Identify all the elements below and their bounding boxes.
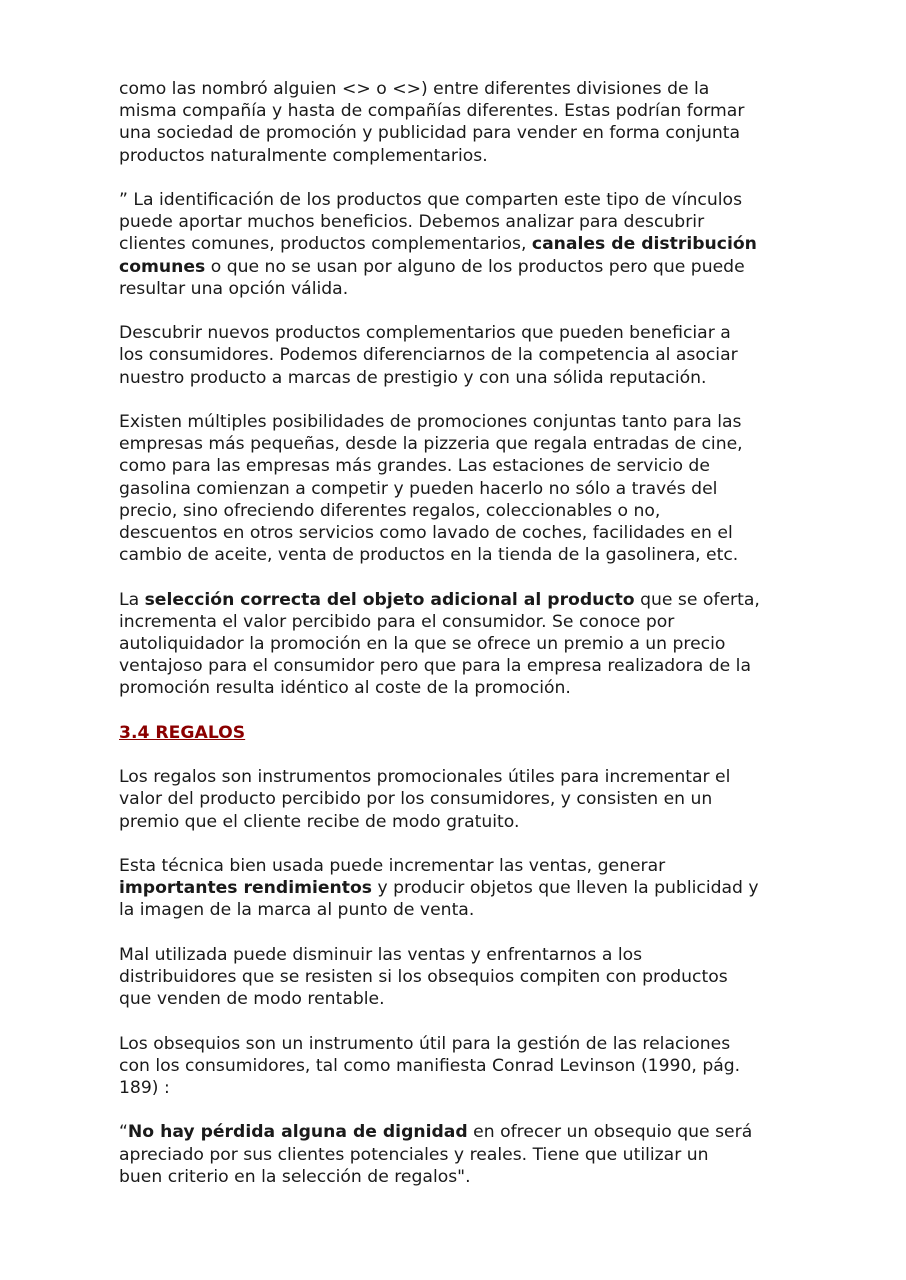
paragraph-levinson-intro <box>119 1033 809 1100</box>
paragraph-text: Mal utilizada puede disminuir las ventas y enfrentarnos a los distribuidores que se resisten si los obsequios compiten con productos que venden de modo rentable. <box>119 944 728 1010</box>
paragraph-joint-promotion-intro <box>119 78 809 167</box>
paragraph-text: “ <box>119 1122 128 1143</box>
paragraph-text: Existen múltiples posibilidades de promociones conjuntas tanto para las empresas más pequeñas, desde la pizzeria que regala entradas de cine, como para las empresas más grandes. Las estaciones de servicio de gasolina comienzan a competir y pueden hacerlo no sólo a través del precio, sino ofreciendo diferentes regalos, coleccionables o no, descuentos en otros servicios como lavado de coches, facilidades en el cambio de aceite, venta de productos en la tienda de la gasolinera, etc. <box>119 412 743 566</box>
paragraph-object-selection <box>119 589 809 700</box>
paragraph-gifts-misuse <box>119 944 809 1011</box>
paragraph-text: o que no se usan por alguno de los productos pero que puede resultar una opción válida. <box>119 256 745 299</box>
paragraph-gifts-definition <box>119 766 809 833</box>
paragraph-text: ” La identificación de los productos que comparten este tipo de vínculos puede aportar muchos beneficios. Debemos analizar para descubrir clientes comunes, productos complementarios, <box>119 190 743 255</box>
bold-phrase: selección correcta del objeto adicional al producto <box>144 589 635 610</box>
bold-phrase: No hay pérdida alguna de dignidad <box>127 1122 468 1143</box>
paragraph-text: La <box>119 589 145 610</box>
paragraph-text: Descubrir nuevos productos complementarios que pueden beneficiar a los consumidores. Podemos diferenciarnos de la competencia al asociar nuestro producto a marcas de prestigio y con una sólida reputación. <box>119 323 738 388</box>
bold-phrase: importantes rendimientos <box>119 878 373 899</box>
document-page <box>119 78 809 1210</box>
paragraph-text: Los obsequios son un instrumento útil para la gestión de las relaciones con los consumidores, tal como manifiesta Conrad Levinson (1990, pág. 189) : <box>119 1033 741 1098</box>
paragraph-gifts-benefits <box>119 855 809 922</box>
bold-phrase: canales de distribución comunes <box>119 234 757 277</box>
paragraph-text: que se oferta, incrementa el valor percibido para el consumidor. Se conoce por autoliquidador la promoción en la que se ofrece un premio a un precio ventajoso para el consumidor pero que para la empresa realizadora de la promoción resulta idéntico al coste de la promoción. <box>119 589 760 699</box>
paragraph-text: y producir objetos que lleven la publicidad y la imagen de la marca al punto de venta. <box>119 878 759 921</box>
paragraph-text: como las nombró alguien <> o <>) entre diferentes divisiones de la misma compañía y hasta de compañías diferentes. Estas podrían formar una sociedad de promoción y publicidad para vender en forma conjunta productos naturalmente complementarios. <box>119 79 745 166</box>
paragraph-joint-promotion-options <box>119 411 809 566</box>
paragraph-text: Esta técnica bien usada puede incrementar las ventas, generar <box>119 856 666 876</box>
section-heading: 3.4 REGALOS <box>119 722 246 743</box>
paragraph-text: Los regalos son instrumentos promocionales útiles para incrementar el valor del producto percibido por los consumidores, y consisten en un premio que el cliente recibe de modo gratuito. <box>119 767 731 832</box>
paragraph-levinson-quote <box>119 1121 809 1188</box>
paragraph-complementary-products <box>119 322 809 389</box>
paragraph-text: en ofrecer un obsequio que será apreciado por sus clientes potenciales y reales. Tiene que utilizar un buen criterio en la selección de regalos". <box>119 1122 753 1187</box>
paragraph-product-identification <box>119 189 809 300</box>
